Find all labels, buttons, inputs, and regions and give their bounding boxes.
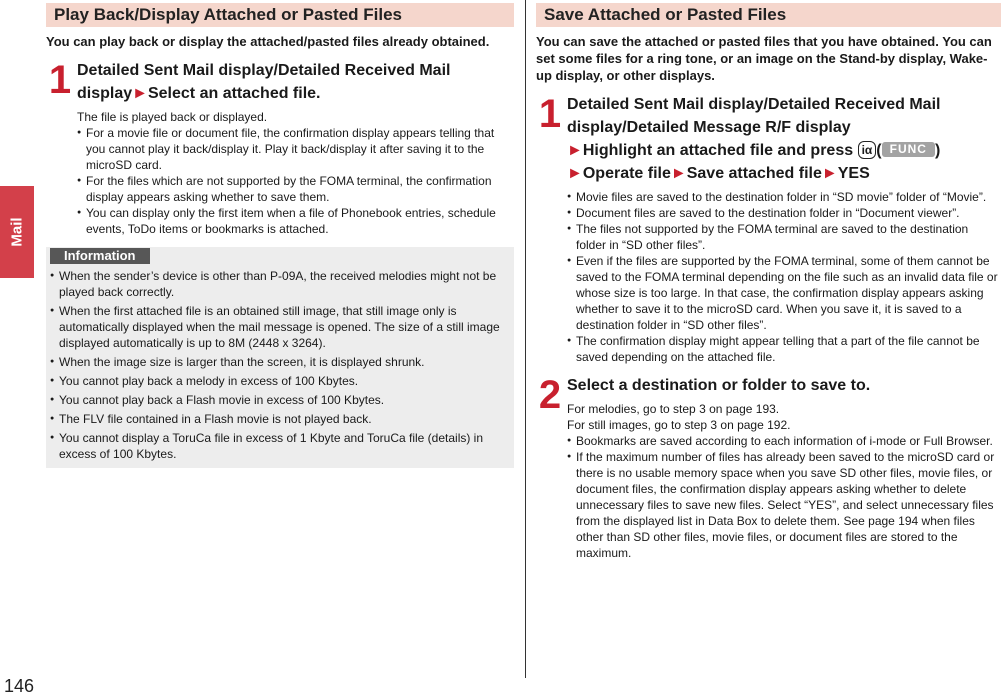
list-item: ● You cannot play back a melody in excess of 100 Kbytes. [50,373,504,389]
arrow-icon: ► [567,142,583,159]
step-body [567,189,1001,365]
information-label: Information [50,248,150,264]
list-item: ● You cannot play back a Flash movie in excess of 100 Kbytes. [50,392,504,408]
step-text-line: Detailed Sent Mail display/Detailed Received Mail [567,96,941,113]
list-item: ● You cannot display a ToruCa file in excess of 1 Kbyte and ToruCa file (details) in excess of 100 Kbytes. [50,430,504,462]
list-item: ● For the files which are not supported by the FOMA terminal, the confirmation display appears asking whether to save them. [77,173,514,205]
arrow-icon: ► [670,165,687,182]
step-body [77,109,514,237]
step-description: For still images, go to step 3 on page 192. [567,418,791,432]
list-item: ● When the image size is larger than the screen, it is displayed shrunk. [50,354,504,370]
step-text-line: display/Detailed Message R/F display [567,119,851,136]
step-description: The file is played back or displayed. [77,110,268,124]
list-item: ● Even if the files are supported by the FOMA terminal, some of them cannot be saved to the FOMA terminal depending on the file such as an invalid data file or whose size is too large. In that case, the confirmation display appears asking whether to save it to the microSD card. When you save it, it is saved to a destination folder in “SD other files”. [567,253,1001,333]
section-heading-save: Save Attached or Pasted Files [536,3,1001,27]
step-text-line: YES [837,165,870,182]
list-item: ● You can display only the first item when a file of Phonebook entries, schedule events, ToDo items or bookmarks is attached. [77,205,514,237]
step-text-line: Highlight an attached file and press [582,142,854,159]
step-number: 2 [538,373,562,417]
list-item: ● The FLV file contained in a Flash movie is not played back. [50,411,504,427]
left-column [46,3,514,468]
arrow-icon: ► [821,165,838,182]
section-tab-label: Mail [8,217,26,247]
step-1 [46,59,514,237]
step-description: For melodies, go to step 3 on page 193. [567,402,780,416]
step-text-line: Save attached file [686,165,822,182]
step-body [567,401,1001,561]
list-item: ● The confirmation display might appear telling that a part of the file cannot be saved depending on the attached file. [567,333,1001,365]
step-number: 1 [538,92,562,136]
list-item: ● Bookmarks are saved according to each information of i-mode or Full Browser. [567,433,1001,449]
step-text-line: Select an attached file. [147,85,321,102]
column-divider [525,0,526,678]
right-column [536,3,1001,561]
section-heading-play-back: Play Back/Display Attached or Pasted Files [46,3,514,27]
paren-open: ( [876,142,882,159]
step-instruction [77,59,514,105]
arrow-icon: ► [567,165,583,182]
step-2 [536,374,1001,561]
step-text-line: Detailed Sent Mail display/Detailed Received Mail [77,62,451,79]
step-text-line: Operate file [582,165,671,182]
step-number: 1 [48,58,72,102]
section-intro: You can save the attached or pasted files that you have obtained. You can set some files for a ring tone, or an image on the Stand-by display, Wake-up display, or other displays. [536,34,992,83]
step-1 [536,93,1001,365]
step-text-line: display [77,85,133,102]
list-item: ● If the maximum number of files has already been saved to the microSD card or there is no usable memory space when you save SD other files, movie files, or document files, the confirmation display appears asking whether to delete unnecessary files to save new files. Select “YES”, and select unnecessary files from the displayed list in Data Box to delete them. See page 194 when files other than SD other files, movie files, or document files are stored to the maximum. [567,449,1001,561]
list-item: ● When the first attached file is an obtained still image, that still image only is automatically displayed when the mail message is opened. The size of a still image displayed automatically is up to 8M (2448 x 3264). [50,303,504,351]
information-box [46,247,514,468]
list-item: ● Document files are saved to the destination folder in “Document viewer”. [567,205,1001,221]
bullet-list [567,433,1001,561]
paren-close: ) [934,142,941,159]
i-mode-key-icon: iα [858,141,877,159]
arrow-icon: ► [132,85,148,102]
func-key-icon: FUNC [882,142,935,157]
section-intro: You can play back or display the attached/pasted files already obtained. [46,34,490,49]
list-item: ● For a movie file or document file, the confirmation display appears telling that you cannot play it back/display it. Play it back/display it after saving it to the microSD card. [77,125,514,173]
page-number: 146 [4,676,35,696]
bullet-list [567,189,1001,365]
list-item: ● Movie files are saved to the destination folder in “SD movie” folder of “Movie”. [567,189,1001,205]
bullet-list [77,125,514,237]
information-list [50,268,504,462]
list-item: ● When the sender’s device is other than P-09A, the received melodies might not be played back correctly. [50,268,504,300]
list-item: ● The files not supported by the FOMA terminal are saved to the destination folder in “SD other files”. [567,221,1001,253]
step-instruction [567,93,1001,185]
step-instruction: Select a destination or folder to save to. [567,377,871,394]
section-tab [0,186,34,278]
